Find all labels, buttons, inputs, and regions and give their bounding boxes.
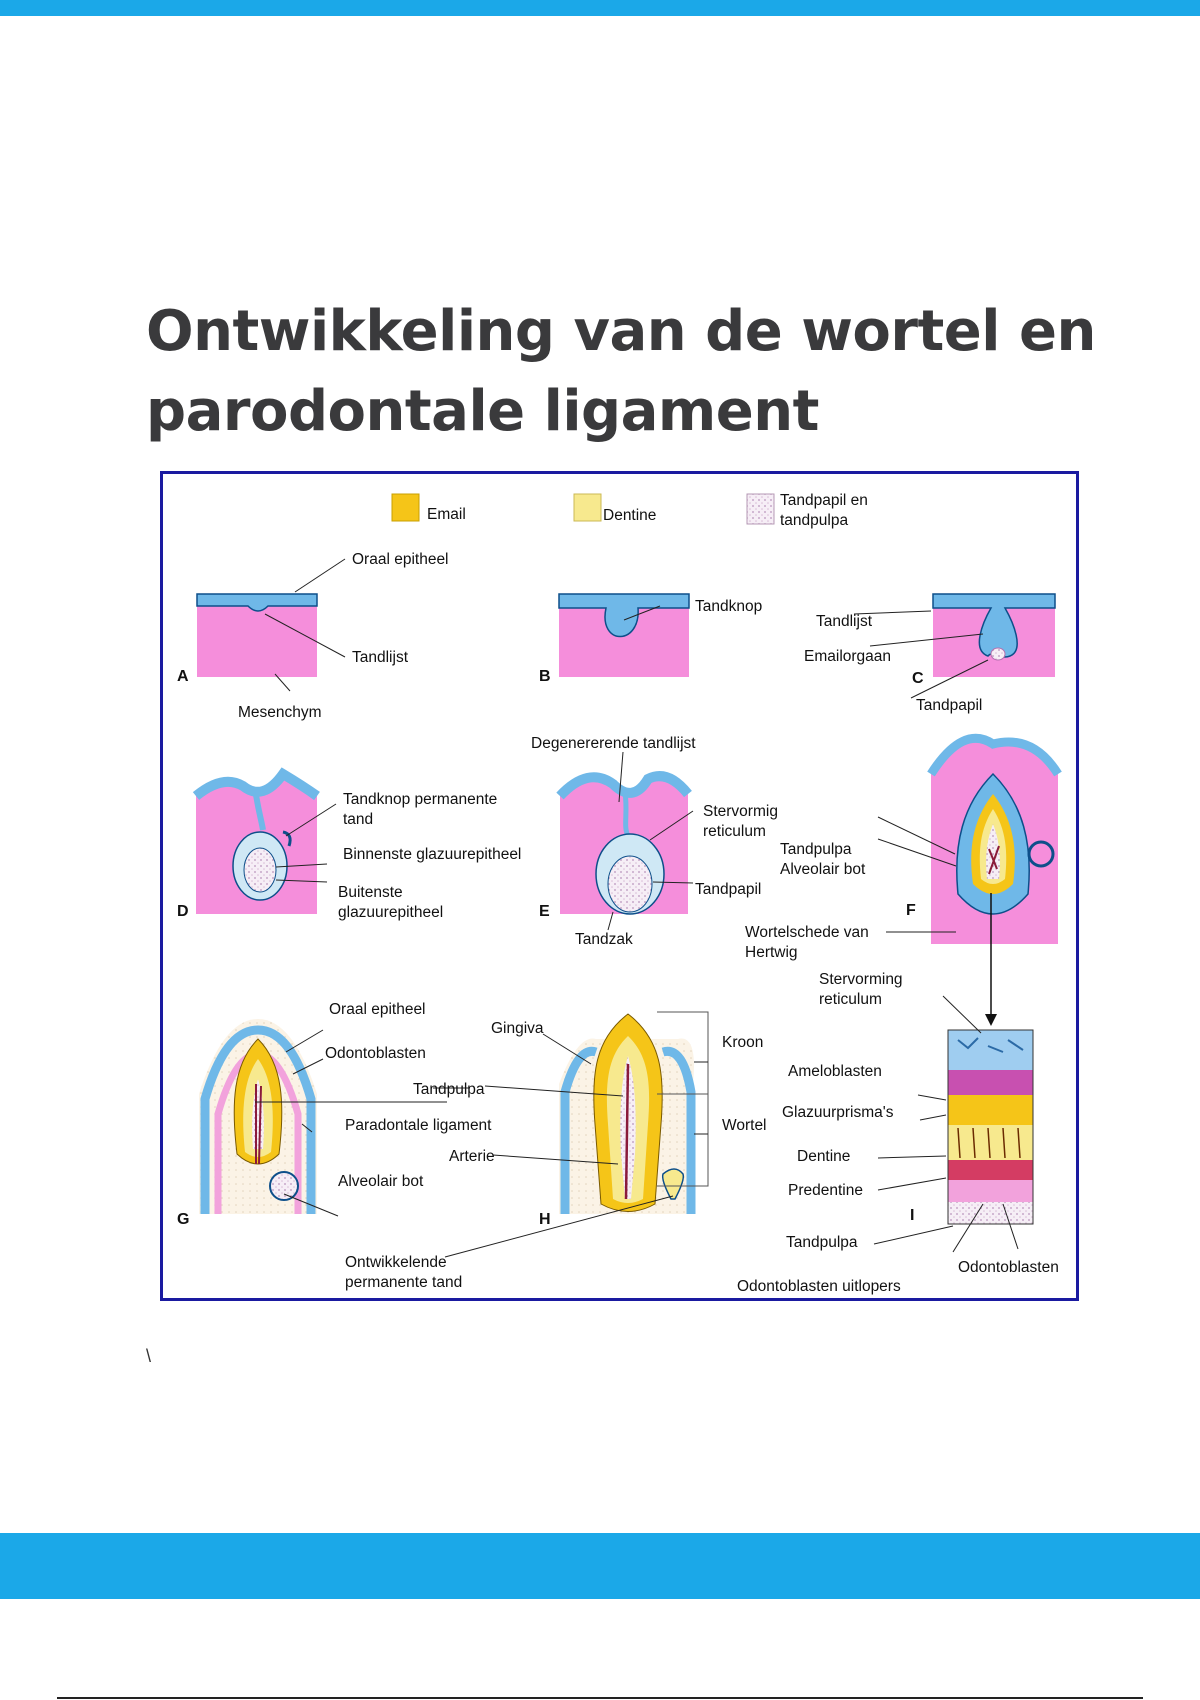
label-tandknop: Tandknop (695, 598, 763, 615)
legend-label-dentine: Dentine (603, 507, 657, 524)
label-wortelschede-2: Hertwig (745, 944, 798, 961)
label-buitenste-1: Buitenste (338, 884, 403, 901)
panel-c-diagram (933, 594, 1055, 677)
label-tandpulpa-g: Tandpulpa (413, 1081, 485, 1098)
label-dentine-i: Dentine (797, 1148, 851, 1165)
label-gingiva: Gingiva (491, 1020, 544, 1037)
panel-b-diagram (559, 594, 689, 677)
panel-letter-g: G (177, 1211, 190, 1228)
label-buitenste-2: glazuurepitheel (338, 904, 444, 921)
label-binnenste-glazuurepitheel: Binnenste glazuurepitheel (343, 846, 522, 863)
label-tandlijst-c: Tandlijst (816, 613, 872, 630)
panel-letter-h: H (539, 1211, 551, 1228)
panel-g-diagram (199, 1019, 317, 1214)
tooth-development-figure (160, 471, 1079, 1301)
legend-swatch-tandpapil (747, 494, 774, 524)
label-tandzak: Tandzak (575, 931, 633, 948)
footer-rule (57, 1697, 1143, 1699)
label-ameloblasten: Ameloblasten (788, 1063, 882, 1080)
label-wortel: Wortel (722, 1117, 767, 1134)
panel-letter-e: E (539, 903, 550, 920)
label-ontwikkelende-1: Ontwikkelende (345, 1254, 447, 1271)
label-predentine: Predentine (788, 1182, 863, 1199)
label-tandknop-permanente-2: tand (343, 811, 374, 828)
label-alveolair-bot-g: Alveolair bot (338, 1173, 424, 1190)
label-oraal-epitheel-a: Oraal epitheel (352, 551, 449, 568)
legend-swatch-dentine (574, 494, 601, 521)
label-tandpapil-c: Tandpapil (916, 697, 983, 714)
label-ontwikkelende-2: permanente tand (345, 1274, 463, 1291)
label-paradontale-ligament: Paradontale ligament (345, 1117, 492, 1134)
panel-letter-c: C (912, 670, 924, 687)
legend-swatch-email (392, 494, 419, 521)
label-odontoblasten-g: Odontoblasten (325, 1045, 426, 1062)
label-mesenchym: Mesenchym (238, 704, 322, 721)
label-stervormig-1: Stervormig (703, 803, 778, 820)
panel-a-diagram (197, 594, 317, 677)
label-stervorming-2: reticulum (819, 991, 882, 1008)
label-tandpulpa-f: Tandpulpa (780, 841, 852, 858)
panel-h-diagram (559, 1012, 708, 1214)
top-accent-bar (0, 0, 1200, 16)
stray-character: \ (146, 1346, 152, 1366)
panel-letter-b: B (539, 668, 551, 685)
panel-letter-a: A (177, 668, 189, 685)
label-stervorming-1: Stervorming (819, 971, 903, 988)
bottom-accent-band (0, 1533, 1200, 1599)
panel-letter-i: I (910, 1207, 915, 1224)
label-wortelschede-1: Wortelschede van (745, 924, 869, 941)
label-odontoblasten-i: Odontoblasten (958, 1259, 1059, 1276)
figure-legend (392, 492, 868, 529)
figure-illustration (163, 474, 1076, 1298)
panel-letter-d: D (177, 903, 189, 920)
label-tandknop-permanente-1: Tandknop permanente (343, 791, 498, 808)
panel-f-diagram (931, 738, 1058, 944)
label-degenererende-tandlijst: Degenererende tandlijst (531, 735, 696, 752)
label-arterie: Arterie (449, 1148, 495, 1165)
label-kroon: Kroon (722, 1034, 764, 1051)
label-tandlijst-a: Tandlijst (352, 649, 408, 666)
label-tandpulpa-i: Tandpulpa (786, 1234, 858, 1251)
label-oraal-epitheel-g: Oraal epitheel (329, 1001, 426, 1018)
legend-label-email: Email (427, 506, 466, 523)
panel-letter-f: F (906, 902, 916, 919)
label-emailorgaan: Emailorgaan (804, 648, 892, 665)
label-glazuurprismas: Glazuurprisma's (782, 1104, 894, 1121)
legend-label-tandpapil-1: Tandpapil en (780, 492, 868, 509)
panel-e-diagram (560, 776, 688, 914)
label-tandpapil-e: Tandpapil (695, 881, 762, 898)
page-title: Ontwikkeling van de wortel en parodontale ligament (146, 299, 1096, 444)
panel-d-diagram (196, 774, 317, 914)
label-stervormig-2: reticulum (703, 823, 766, 840)
label-alveolair-bot-f: Alveolair bot (780, 861, 866, 878)
legend-label-tandpapil-2: tandpulpa (780, 512, 849, 529)
label-odontoblasten-uitlopers: Odontoblasten uitlopers (737, 1278, 901, 1295)
